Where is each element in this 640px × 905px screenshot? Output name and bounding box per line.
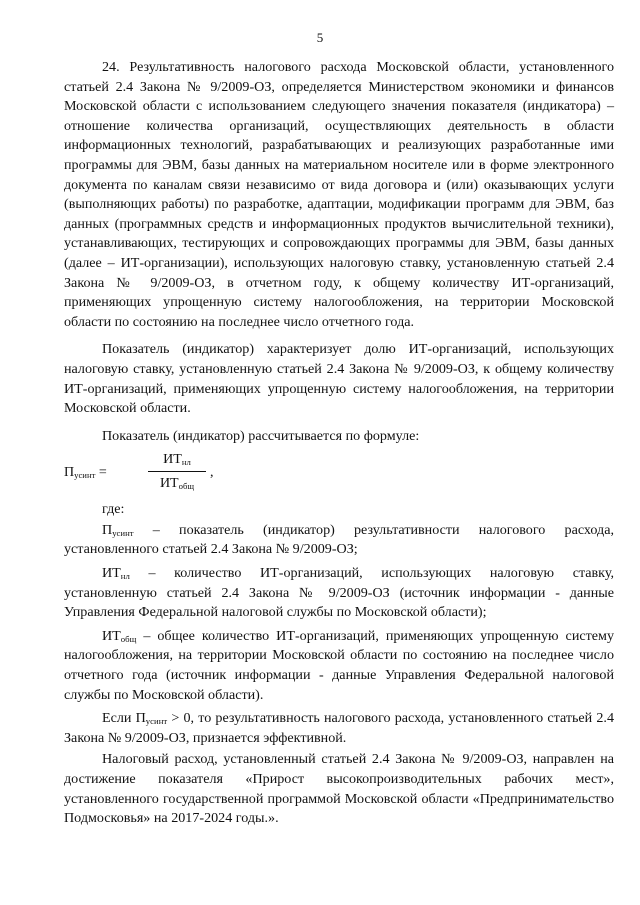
paragraph-program-goal: Налоговый расход, установленный статьей 2.4 Закона № 9/2009-ОЗ, направлен на достижение показателя «Прирост высокопроизводительных рабочих мест», установленного государственной программой Московской области «Предпринимательство Подмосковья» на 2017-2024 годы.». (64, 751, 614, 827)
formula-numerator: $ИТ_{нл}$ (148, 450, 206, 472)
paragraph-formula-intro: Показатель (индикатор) рассчитывается по формуле: (102, 427, 420, 444)
formula-end: , (210, 464, 214, 481)
formula-fraction (148, 450, 206, 493)
document-body (64, 58, 614, 829)
definition-it-nl: $ИТ_{нл}$ – количество ИТ-организаций, использующих налоговую ставку, установленную статьей 2.4 Закона № 9/2009-ОЗ (источник информации - данные Управления Федеральной налоговой службы по Московской области); (64, 565, 614, 621)
formula-lhs: $П_{усинт}$ = (64, 465, 107, 481)
paragraph-24: 24. Результативность налогового расхода Московской области, установленного статьей 2.4 Закона № 9/2009-ОЗ, определяется Министерством экономики и финансов Московской области с использованием следующего значения показателя (индикатора) – отношение количества организаций, осуществляющих деятельность в области информационных технологий, разрабатывающих и реализующих разработанные ими программы для ЭВМ, базы данных на материальном носителе или в форме электронного документа по каналам связи независимо от вида договора и (или) оказывающих услуги (выполняющих работы) по разработке, адаптации, модификации программ для ЭВМ, баз данных (программных средств и информационных продуктов вычислительной техники), устанавливающих, тестирующих и сопровождающих программы для ЭВМ, базы данных (далее – ИТ-организации), использующих налоговую ставку, установленную статьей 2.4 Закона № 9/2009-ОЗ, в отчетном году, к общему количеству ИТ-организаций, применяющих упрощенную систему налогообложения, на территории Московской области по состоянию на последнее число отчетного года. (64, 59, 614, 330)
where-label: где: (102, 501, 125, 518)
formula-denominator: $ИТ_{общ}$ (159, 475, 195, 492)
definition-it-obsh: $ИТ_{общ}$ – общее количество ИТ-организаций, применяющих упрощенную систему налогообложения, на территории Московской области по состоянию на последнее число отчетного года (источник информации - данные Управления Федеральной налоговой службы по Московской области). (64, 627, 614, 703)
definition-p-usint: $П_{усинт}$ – показатель (индикатор) результативности налогового расхода, установленного статьей 2.4 Закона № 9/2009-ОЗ; (64, 521, 614, 558)
page-number: 5 (316, 30, 324, 45)
formula (64, 450, 614, 494)
paragraph-indicator-share: Показатель (индикатор) характеризует долю ИТ-организаций, использующих налоговую ставку, установленную статьей 2.4 Закона № 9/2009-ОЗ, к общему количеству ИТ-организаций, применяющих упрощенную систему налогообложения, на территории Московской области. (64, 341, 614, 417)
condition-effective: Если $П_{усинт} > 0$, то результативность налогового расхода, установленного статьей 2.4 Закона № 9/2009-ОЗ, признается эффективной. (64, 710, 615, 746)
